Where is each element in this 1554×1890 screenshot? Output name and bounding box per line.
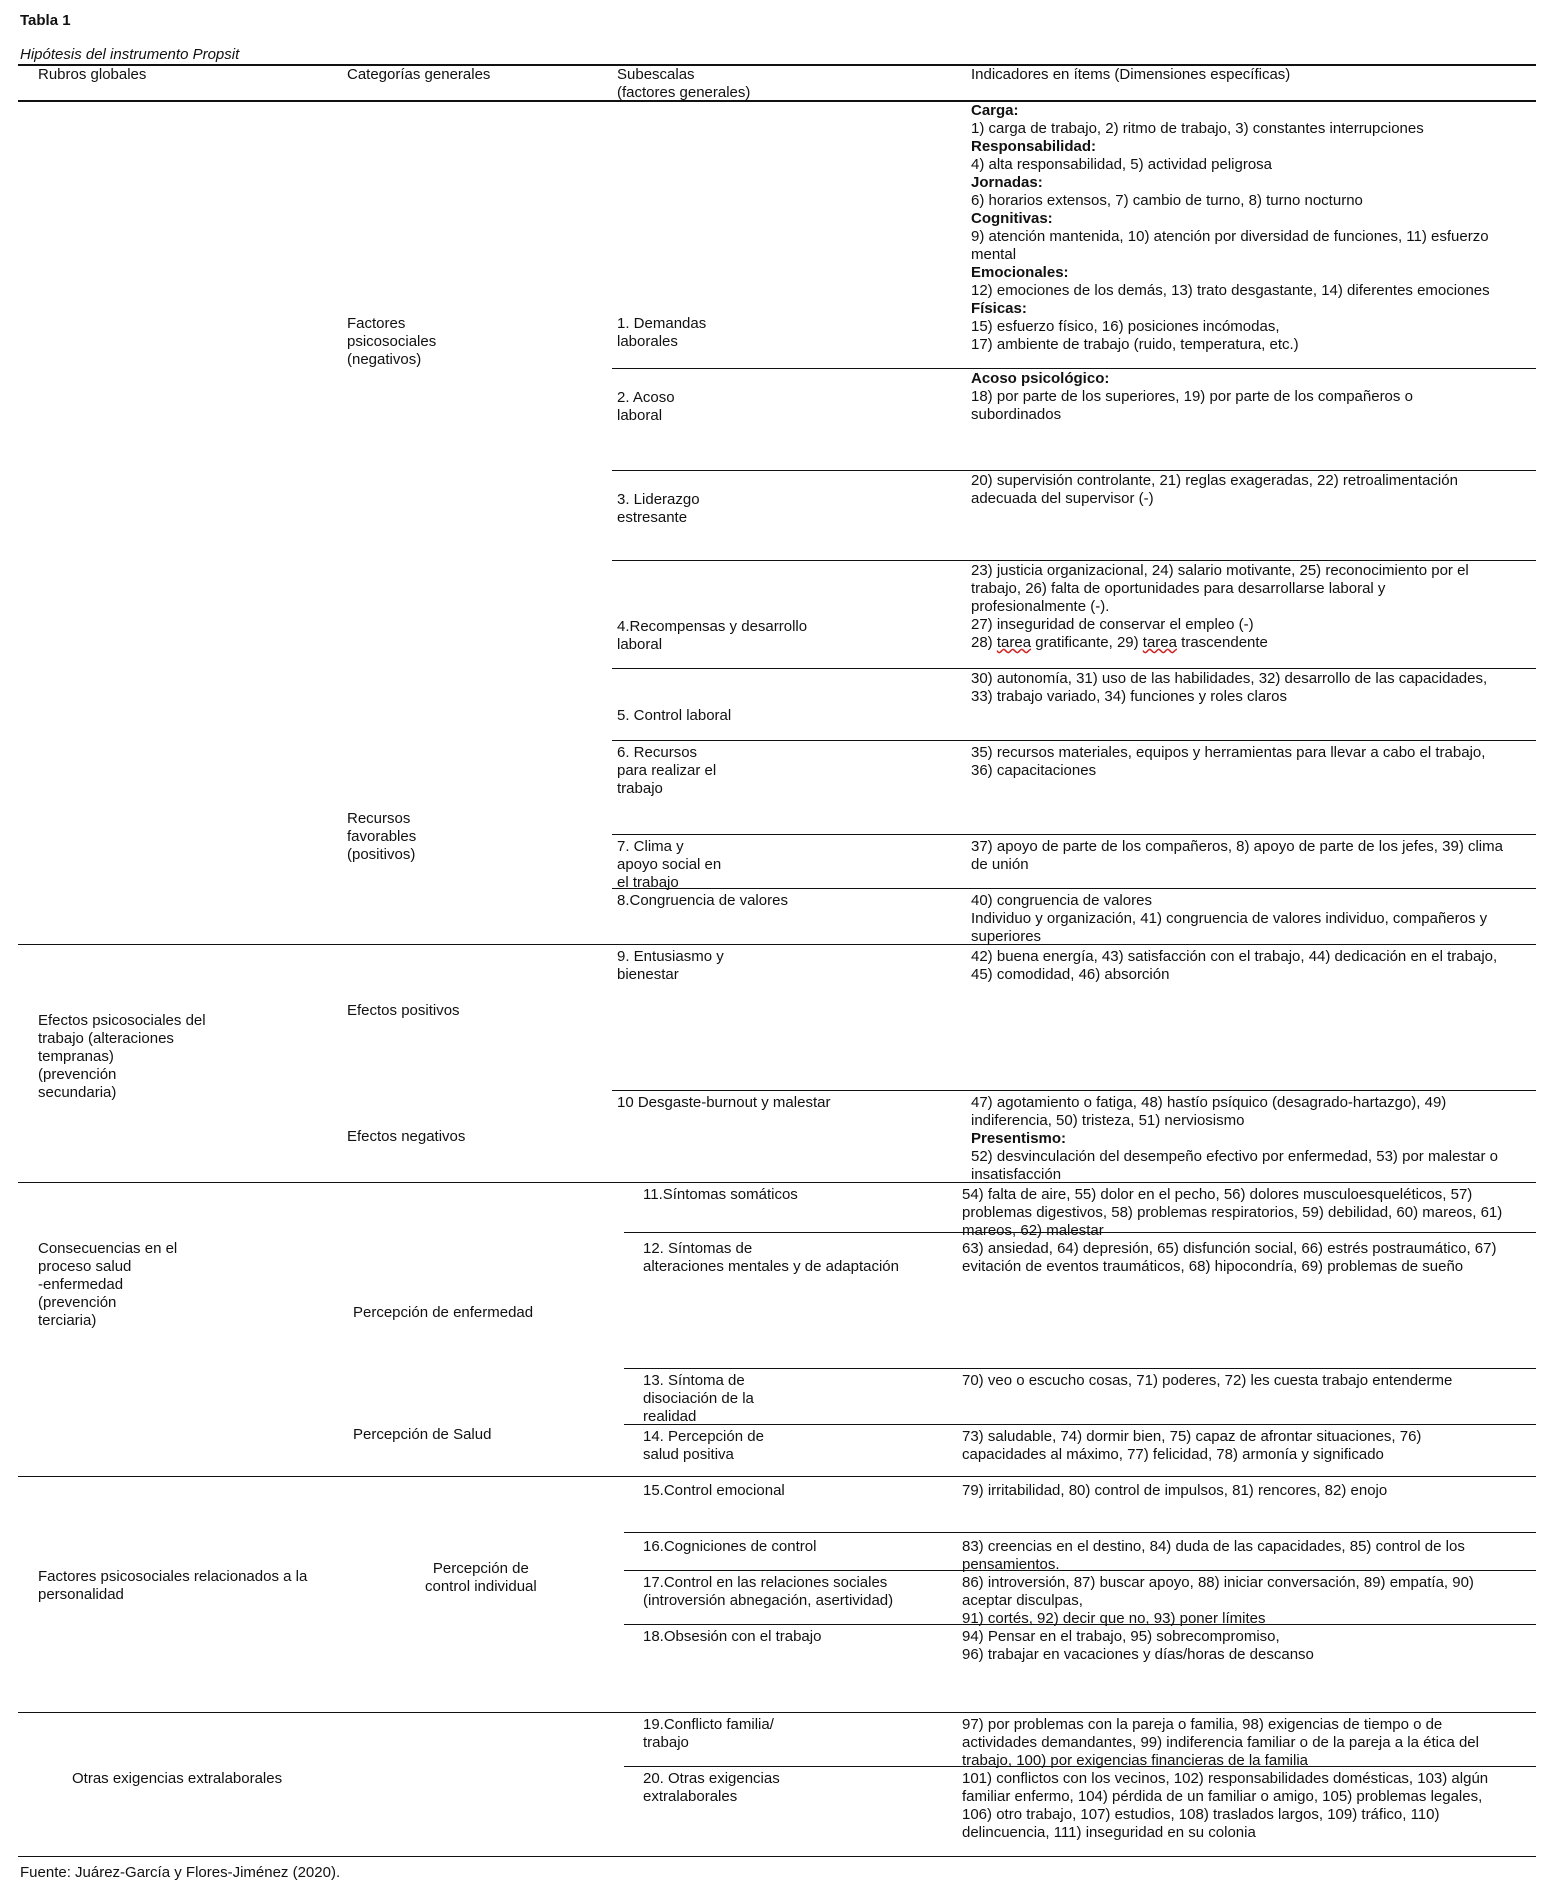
rule-liderazgo: [612, 560, 1536, 561]
indicadores-14: 73) saludable, 74) dormir bien, 75) capaz de afrontar situaciones, 76) capacidades al máximo, 77) felicidad, 78) armonía y significado: [962, 1428, 1422, 1463]
subescala-3: 3. Liderazgo estresante: [617, 491, 700, 526]
categoria-percepcion-salud: Percepción de Salud: [353, 1426, 492, 1443]
table-subtitle: Hipótesis del instrumento Propsit: [20, 46, 240, 63]
subescala-19: 19.Conflicto familia/ trabajo: [643, 1716, 774, 1751]
subescala-9: 9. Entusiasmo y bienestar: [617, 948, 724, 983]
categoria-efectos-negativos: Efectos negativos: [347, 1128, 466, 1145]
source-note: Fuente: Juárez-García y Flores-Jiménez (2020).: [20, 1864, 341, 1881]
rule-disociacion: [624, 1424, 1536, 1425]
subescala-14: 14. Percepción de salud positiva: [643, 1428, 764, 1463]
indicadores-13: 70) veo o escucho cosas, 71) poderes, 72) les cuesta trabajo entenderme: [962, 1372, 1453, 1389]
subescala-10: 10 Desgaste-burnout y malestar: [617, 1094, 831, 1111]
header-rubros: Rubros globales: [38, 66, 147, 83]
rubro-extralaborales: Otras exigencias extralaborales: [72, 1770, 283, 1787]
indicadores-20: 101) conflictos con los vecinos, 102) responsabilidades domésticas, 103) algún familiar enfermo, 104) pérdida de un familiar o amigo, 105) problemas legales, 106) otro trabajo, 107) estudios, 108) traslados largos, 109) tráfico, 110) delincuencia, 111) inseguridad en su colonia: [962, 1770, 1489, 1841]
subescala-17: 17.Control en las relaciones sociales (introversión abnegación, asertividad): [643, 1574, 894, 1609]
subescala-4: 4.Recompensas y desarrollo laboral: [617, 618, 808, 653]
header-subescalas: Subescalas (factores generales): [617, 66, 751, 101]
categoria-recursos-positivos: Recursos favorables (positivos): [347, 810, 417, 863]
subescala-5: 5. Control laboral: [617, 707, 732, 724]
indicadores-8: 40) congruencia de valores Individuo y organización, 41) congruencia de valores individuo, compañeros y superiores: [971, 892, 1488, 945]
indicadores-4: 23) justicia organizacional, 24) salario motivante, 25) reconocimiento por el trabajo, 26) falta de oportunidades para desarrollarse laboral y profesionalmente (-). 27) inseguridad de conservar el empleo (-) 28) tarea gratificante, 29) tarea trascendente: [971, 562, 1469, 651]
indicadores-9: 42) buena energía, 43) satisfacción con el trabajo, 44) dedicación en el trabajo, 45) comodidad, 46) absorción: [971, 948, 1498, 983]
subescala-7: 7. Clima y apoyo social en el trabajo: [617, 838, 722, 891]
categoria-percepcion-enfermedad: Percepción de enfermedad: [353, 1304, 534, 1321]
rule-demandas: [612, 368, 1536, 369]
subescala-11: 11.Síntomas somáticos: [643, 1186, 798, 1203]
table-title: Tabla 1: [20, 12, 71, 29]
indicadores-6: 35) recursos materiales, equipos y herramientas para llevar a cabo el trabajo, 36) capacitaciones: [971, 744, 1486, 779]
categoria-efectos-positivos: Efectos positivos: [347, 1002, 460, 1019]
indicadores-11: 54) falta de aire, 55) dolor en el pecho, 56) dolores musculoesqueléticos, 57) problemas digestivos, 58) problemas respiratorios, 59) debilidad, 60) mareos, 61) mareos, 62) malestar: [962, 1186, 1503, 1239]
subescala-18: 18.Obsesión con el trabajo: [643, 1628, 822, 1645]
header-indicadores: Indicadores en ítems (Dimensiones específicas): [971, 66, 1291, 83]
rule-acoso: [612, 470, 1536, 471]
indicadores-15: 79) irritabilidad, 80) control de impulsos, 81) rencores, 82) enojo: [962, 1482, 1388, 1499]
subescala-12: 12. Síntomas de alteraciones mentales y de adaptación: [643, 1240, 899, 1275]
rule-entusiasmo: [612, 1090, 1536, 1091]
subescala-16: 16.Cogniciones de control: [643, 1538, 817, 1555]
subescala-15: 15.Control emocional: [643, 1482, 785, 1499]
rule-control: [612, 740, 1536, 741]
indicadores-18: 94) Pensar en el trabajo, 95) sobrecompromiso, 96) trabajar en vacaciones y días/horas de descanso: [962, 1628, 1314, 1663]
indicadores-10: 47) agotamiento o fatiga, 48) hastío psíquico (desagrado-hartazgo), 49) indiferencia, 50) tristeza, 51) nerviosismo Presentismo: 52) desvinculación del desempeño efectivo por enfermedad, 53) por malestar o insatisfacción: [971, 1094, 1498, 1183]
indicadores-3: 20) supervisión controlante, 21) reglas exageradas, 22) retroalimentación adecuada del supervisor (-): [971, 472, 1458, 507]
subescala-8: 8.Congruencia de valores: [617, 892, 788, 909]
rule-mentales: [624, 1368, 1536, 1369]
rubro-efectos-psicosociales: Efectos psicosociales del trabajo (alteraciones tempranas) (prevención secundaria): [38, 1012, 206, 1101]
subescala-2: 2. Acoso laboral: [617, 389, 675, 424]
rule-section-5: [18, 1712, 1536, 1713]
subescala-20: 20. Otras exigencias extralaborales: [643, 1770, 780, 1805]
rule-section-4: [18, 1476, 1536, 1477]
header-categorias: Categorías generales: [347, 66, 491, 83]
rule-clima: [612, 888, 1536, 889]
indicadores-12: 63) ansiedad, 64) depresión, 65) disfunción social, 66) estrés postraumático, 67) evitación de eventos traumáticos, 68) hipocondría, 69) problemas de sueño: [962, 1240, 1497, 1275]
indicadores-19: 97) por problemas con la pareja o familia, 98) exigencias de tiempo o de actividades demandantes, 99) indiferencia familiar o de la pareja a la ética del trabajo, 100) por exigencias financieras de la familia: [962, 1716, 1479, 1769]
indicadores-7: 37) apoyo de parte de los compañeros, 8) apoyo de parte de los jefes, 39) clima de unión: [971, 838, 1503, 873]
categoria-factores-negativos: Factores psicosociales (negativos): [347, 315, 437, 368]
indicadores-17: 86) introversión, 87) buscar apoyo, 88) iniciar conversación, 89) empatía, 90) aceptar disculpas, 91) cortés, 92) decir que no, 93) poner límites: [962, 1574, 1474, 1627]
rubro-consecuencias: Consecuencias en el proceso salud -enfermedad (prevención terciaria): [38, 1240, 178, 1329]
rule-emocional: [624, 1532, 1536, 1533]
indicadores-16: 83) creencias en el destino, 84) duda de las capacidades, 85) control de los pensamientos.: [962, 1538, 1465, 1573]
rubro-personalidad: Factores psicosociales relacionados a la personalidad: [38, 1568, 308, 1603]
rule-recompensas: [612, 668, 1536, 669]
subescala-6: 6. Recursos para realizar el trabajo: [617, 744, 717, 797]
indicadores-2: Acoso psicológico: 18) por parte de los superiores, 19) por parte de los compañeros o subordinados: [971, 370, 1413, 423]
subescala-13: 13. Síntoma de disociación de la realidad: [643, 1372, 754, 1425]
rule-bottom: [18, 1856, 1536, 1857]
subescala-1: 1. Demandas laborales: [617, 315, 707, 350]
categoria-control-individual: Percepción de control individual: [425, 1560, 537, 1595]
rule-recursos: [612, 834, 1536, 835]
indicadores-5: 30) autonomía, 31) uso de las habilidades, 32) desarrollo de las capacidades, 33) trabajo variado, 34) funciones y roles claros: [971, 670, 1488, 705]
indicadores-1: Carga: 1) carga de trabajo, 2) ritmo de trabajo, 3) constantes interrupciones Responsabilidad: 4) alta responsabilidad, 5) actividad peligrosa Jornadas: 6) horarios extensos, 7) cambio de turno, 8) turno nocturno Cognitivas: 9) atención mantenida, 10) atención por diversidad de funciones, 11) esfuerzo mental Emocionales: 12) emociones de los demás, 13) trato desgastante, 14) diferentes emociones Físicas: 15) esfuerzo físico, 16) posiciones incómodas, 17) ambiente de trabajo (ruido, temperatura, etc.): [971, 102, 1490, 353]
rule-top: [18, 64, 1536, 66]
